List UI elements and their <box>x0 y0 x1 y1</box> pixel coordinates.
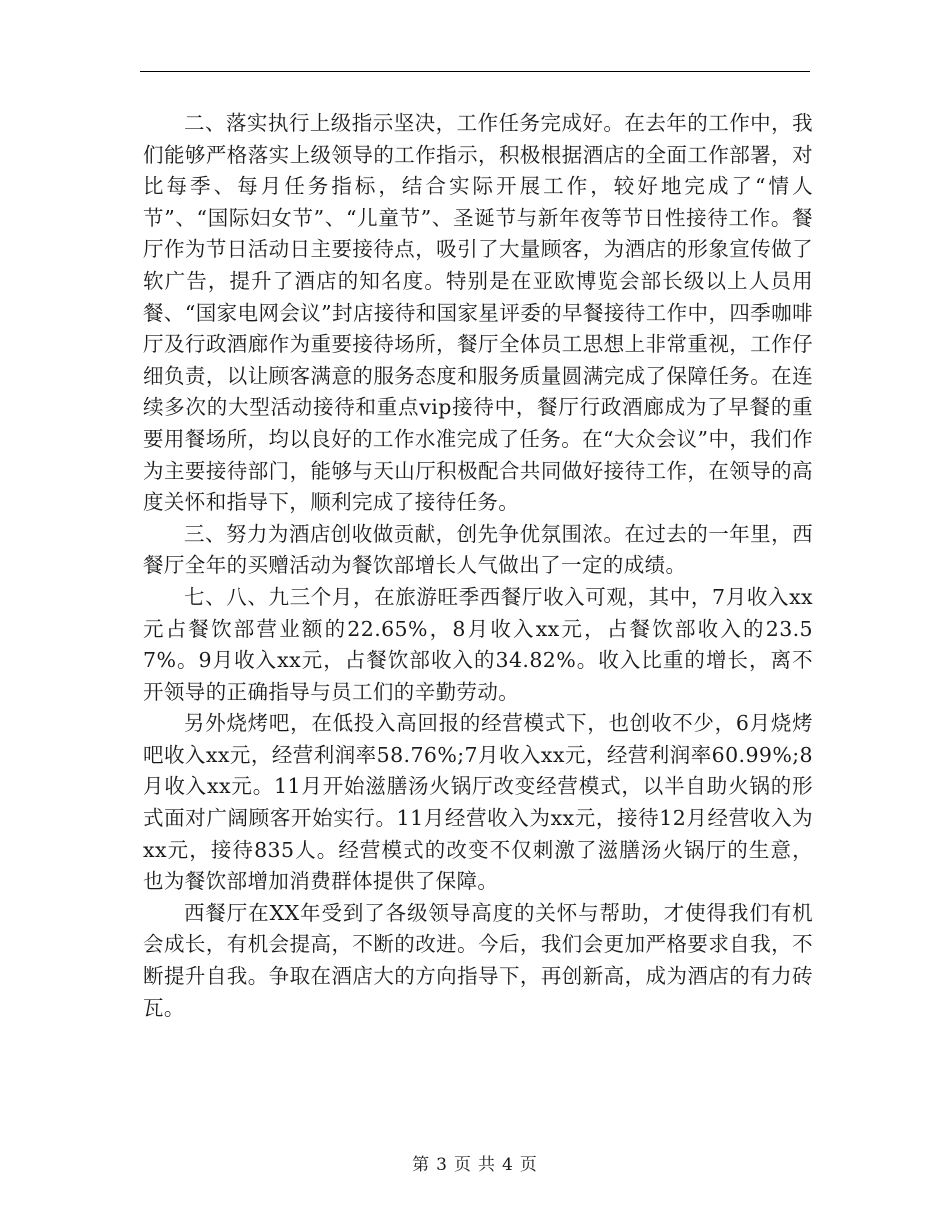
footer-total-pages: 4 <box>502 1155 514 1175</box>
document-body <box>143 108 813 1024</box>
paragraph-execution: 二、落实执行上级指示坚决，工作任务完成好。在去年的工作中，我们能够严格落实上级领导的工作指示，积极根据酒店的全面工作部署，对比每季、每月任务指标，结合实际开展工作，较好地完成了“情人节”、“国际妇女节”、“儿童节”、圣诞节与新年夜等节日性接待工作。餐厅作为节日活动日主要接待点，吸引了大量顾客，为酒店的形象宣传做了软广告，提升了酒店的知名度。特别是在亚欧博览会部长级以上人员用餐、“国家电网会议”封店接待和国家星评委的早餐接待工作中，四季咖啡厅及行政酒廊作为重要接待场所，餐厅全体员工思想上非常重视，工作仔细负责，以让顾客满意的服务态度和服务质量圆满完成了保障任务。在连续多次的大型活动接待和重点vip接待中，餐厅行政酒廊成为了早餐的重要用餐场所，均以良好的工作水准完成了任务。在“大众会议”中，我们作为主要接待部门，能够与天山厅积极配合共同做好接待工作，在领导的高度关怀和指导下，顺利完成了接待任务。 <box>143 111 813 515</box>
paragraph-conclusion: 西餐厅在XX年受到了各级领导高度的关怀与帮助，才使得我们有机会成长，有机会提高，不断的改进。今后，我们会更加严格要求自我，不断提升自我。争取在酒店大的方向指导下，再创新高，成为酒店的有力砖瓦。 <box>143 900 813 1020</box>
header-rule <box>140 71 810 72</box>
footer-page-word: 页 <box>454 1155 472 1175</box>
paragraph-bbq-bar: 另外烧烤吧，在低投入高回报的经营模式下，也创收不少，6月烧烤吧收入xx元，经营利润率58.76%;7月收入xx元，经营利润率60.99%;8月收入xx元。11月开始滋膳汤火锅厅改变经营模式，以半自助火锅的形式面对广阔顾客开始实行。11月经营收入为xx元，接待12月经营收入为xx元，接待835人。经营模式的改变不仅刺激了滋膳汤火锅厅的生意，也为餐饮部增加消费群体提供了保障。 <box>143 711 813 894</box>
footer-total-word: 共 <box>478 1155 496 1175</box>
paragraph-revenue-contribution: 三、努力为酒店创收做贡献，创先争优氛围浓。在过去的一年里，西餐厅全年的买赠活动为餐饮部增长人气做出了一定的成绩。 <box>143 521 813 578</box>
footer-suffix: 页 <box>519 1155 538 1175</box>
page-footer <box>0 1150 950 1175</box>
paragraph-peak-season-income: 七、八、九三个月，在旅游旺季西餐厅收入可观，其中，7月收入xx元占餐饮部营业额的22.65%，8月收入xx元，占餐饮部收入的23.57%。9月收入xx元，占餐饮部收入的34.82%。收入比重的增长，离不开领导的正确指导与员工们的辛勤劳动。 <box>143 584 813 704</box>
footer-prefix: 第 <box>412 1155 431 1175</box>
footer-current-page: 3 <box>436 1155 448 1175</box>
